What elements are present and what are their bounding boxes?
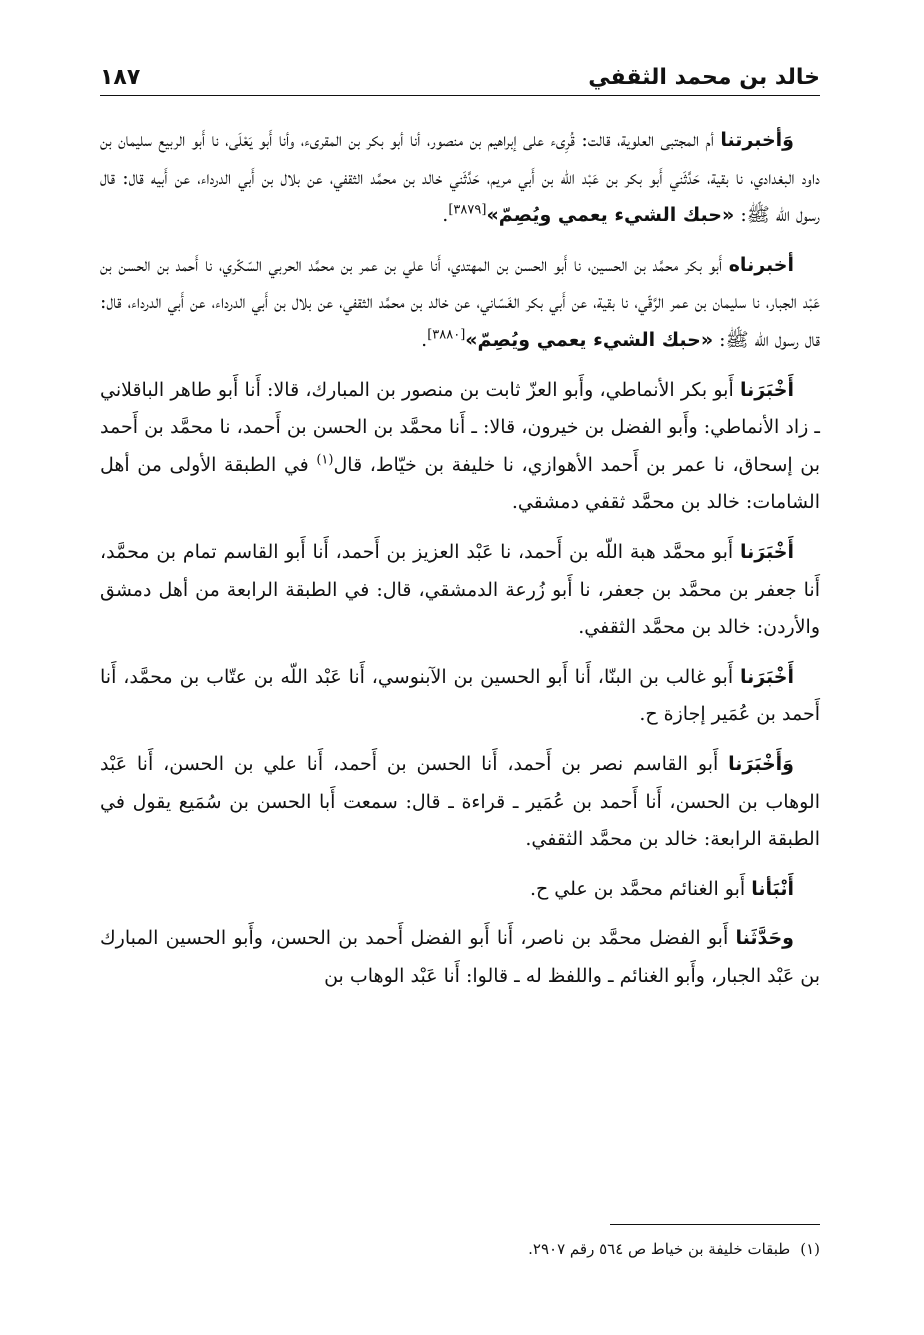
footnote-text: طبقات خليفة بن خياط ص ٥٦٤ رقم ٢٩٠٧. <box>528 1240 791 1258</box>
paragraph-end: . <box>442 204 449 227</box>
paragraph-lead: أَنْبَأنا <box>751 877 794 900</box>
footnote <box>100 1236 820 1262</box>
paragraph <box>100 372 820 522</box>
footnote-rule <box>610 1224 820 1225</box>
paragraph <box>100 920 820 995</box>
page-header <box>100 52 820 92</box>
paragraph <box>100 247 820 360</box>
paragraph <box>100 746 820 859</box>
hadith-number: [٣٨٧٩] <box>448 202 487 218</box>
paragraph-lead: أَخْبَرَنا <box>739 665 794 688</box>
paragraph <box>100 871 820 909</box>
paragraph-lead: أَخْبَرَنا <box>739 540 794 563</box>
paragraph-text: أم المجتبى العلوية، قالت: قُرِىء على إبراهيم بن منصور، أنا أبو بكر بن المقرىء، وأنا أَبو يَعْلَى، نا أَبو الربيع سليمان بن داود البغدادي، نا بقية، حَدَّثَني أَبو بكر بن عَبْد اللّه بن أَبي مريم، حَدَّثَني خالد بن محمَّد الثقفي، عن بلال بن أَبي الدرداء، عن أَبيه قال: قال رسول اللّه ﷺ: <box>100 129 820 227</box>
paragraph-lead: وحَدَّثَنا <box>735 927 794 950</box>
paragraph-text: أَبو محمَّد هبة اللّه بن أَحمد، نا عَبْد العزيز بن أَحمد، أَنا أَبو القاسم تمام بن محمَّد، أَنا جعفر بن محمَّد بن جعفر، نا أَبو زُرعة الدمشقي، قال: في الطبقة الرابعة من أهل دمشق والأردن: خالد بن محمَّد الثقفي. <box>100 540 820 639</box>
paragraph-text: أَبو غالب بن البنّا، أَنا أَبو الحسين بن الآبنوسي، أَنا عَبْد اللّه بن عتّاب بن محمَّد، أَنا أَحمد بن عُمَير إجازة ح. <box>100 665 820 726</box>
paragraph <box>100 659 820 734</box>
hadith-quote: «حبك الشيء يعمي ويُصِمّ» <box>486 204 735 227</box>
paragraph-lead: وَأَخْبَرَنا <box>728 752 794 775</box>
hadith-number: [٣٨٨٠] <box>427 327 466 343</box>
paragraph-end: . <box>421 328 428 351</box>
body-text <box>100 122 820 1007</box>
paragraph-lead: وَأخبرتنا <box>720 129 794 151</box>
paragraph-lead: أخبرناه <box>728 253 794 276</box>
paragraph <box>100 534 820 647</box>
paragraph <box>100 122 820 235</box>
running-title: خالد بن محمد الثقفي <box>588 65 820 90</box>
paragraph-lead: أَخْبَرَنا <box>739 378 794 401</box>
paragraph-text: أَبو بكر الأنماطي، وأَبو العزّ ثابت بن منصور بن المبارك، قالا: أَنا أَبو طاهر الباقلاني ـ زاد الأنماطي: وأَبو الفضل بن خيرون، قالا: ـ أَنا محمَّد بن الحسن بن أَحمد، نا محمَّد بن أَحمد بن إسحاق، نا عمر بن أَحمد الأهوازي، نا خليفة بن خيّاط، قال <box>100 378 820 476</box>
paragraph-text: أَبو بكر محمَّد بن الحسين، نا أَبو الحسن بن المهتدي، أَنا علي بن عمر بن محمَّد الحربي السّكّري، نا أَحمد بن الحسن بن عَبْد الجبار، نا سليمان بن عمر الرَّقّي، نا بقية، عن أَبي بكر الغَسّاني، عن خالد بن محمَّد الثقفي، عن بلال بن أَبي الدرداء، عن أَبي الدرداء، قال: قال رسول اللّه ﷺ: <box>100 253 820 351</box>
paragraph-text: أَبو الغنائم محمَّد بن علي ح. <box>529 877 752 900</box>
header-rule <box>100 95 820 96</box>
page-number: ١٨٧ <box>100 65 141 90</box>
paragraph-text: أَبو القاسم نصر بن أَحمد، أَنا الحسن بن أَحمد، أَنا علي بن الحسن، أَنا عَبْد الوهاب بن الحسن، أَنا أَحمد بن عُمَير ـ قراءة ـ قال: سمعت أَبا الحسن بن سُمَيع يقول في الطبقة الرابعة: خالد بن محمَّد الثقفي. <box>100 752 820 851</box>
footnote-number: (١) <box>800 1240 820 1258</box>
hadith-quote: «حبك الشيء يعمي ويُصِمّ» <box>465 328 714 351</box>
footnotes <box>100 1236 820 1262</box>
paragraph-end: في الطبقة الأولى من أهل الشامات: خالد بن محمَّد ثقفي دمشقي. <box>100 453 820 514</box>
paragraph-text: أَبو الفضل محمَّد بن ناصر، أَنا أَبو الفضل أَحمد بن الحسن، وأَبو الحسين المبارك بن عَبْد الجبار، وأَبو الغنائم ـ واللفظ له ـ قالوا: أَنا عَبْد الوهاب بن <box>100 927 820 987</box>
footnote-marker[interactable]: (١) <box>316 452 334 468</box>
